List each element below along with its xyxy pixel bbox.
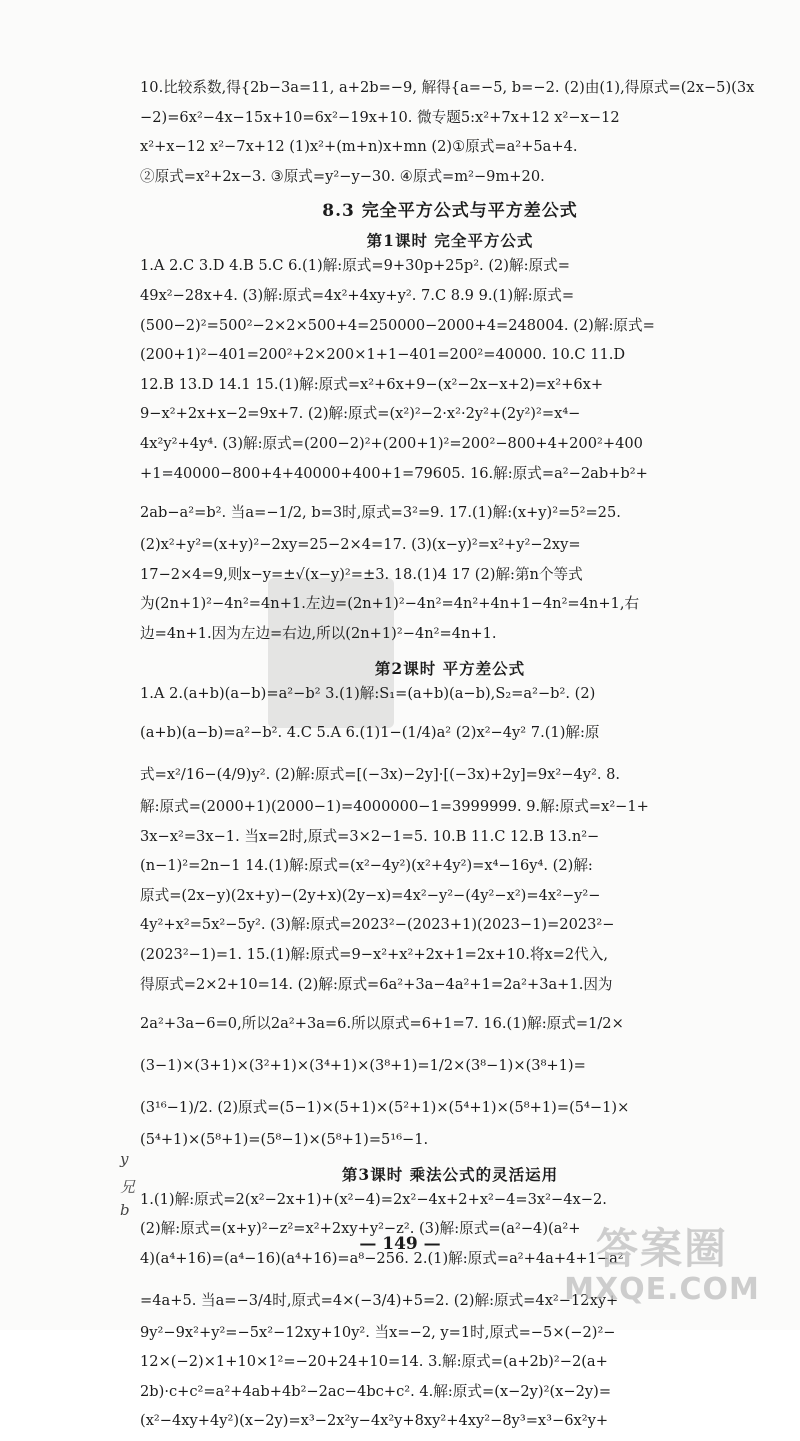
answer-line: 1.(1)解:原式=2(x²−2x+1)+(x²−4)=2x²−4x+2+x²−4=3x²−4x−2. <box>140 1190 607 1208</box>
answer-line: 12.B 13.D 14.1 15.(1)解:原式=x²+6x+9−(x²−2x−x+2)=x²+6x+ <box>140 375 604 393</box>
answer-line: 10.比较系数,得{2b−3a=11, a+2b=−9, 解得{a=−5, b=−2. (2)由(1),得原式=(2x−5)(3x <box>140 79 755 96</box>
answer-line: 17−2×4=9,则x−y=±√(x−y)²=±3. 18.(1)4 17 (2)解:第n个等式 <box>140 565 583 583</box>
margin-mark: 兄 <box>120 1178 136 1196</box>
answer-line: 4x²y²+4y⁴. (3)解:原式=(200−2)²+(200+1)²=200²−800+4+200²+400 <box>140 434 643 452</box>
watermark-url: MXQE.COM <box>564 1272 760 1307</box>
answer-line: x²+x−12 x²−7x+12 (1)x²+(m+n)x+mn (2)①原式=a²+5a+4. <box>140 138 578 156</box>
answer-line: (3¹⁶−1)/2. (2)原式=(5−1)×(5+1)×(5²+1)×(5⁴+1)×(5⁸+1)=(5⁴−1)× <box>140 1099 630 1117</box>
answer-line: 式=x²/16−(4/9)y². (2)解:原式=[(−3x)−2y]·[(−3x)+2y]=9x²−4y². 8. <box>140 766 621 784</box>
answer-line: (n−1)²=2n−1 14.(1)解:原式=(x²−4y²)(x²+4y²)=x⁴−16y⁴. (2)解: <box>140 857 593 875</box>
lesson-title: 第2课时 平方差公式 <box>374 658 526 678</box>
lesson-title: 第3课时 乘法公式的灵活运用 <box>341 1164 559 1184</box>
answer-line: 9−x²+2x+x−2=9x+7. (2)解:原式=(x²)²−2·x²·2y²+(2y²)²=x⁴− <box>140 405 581 423</box>
answer-line: (500−2)²=500²−2×2×500+4=250000−2000+4=248004. (2)解:原式= <box>140 316 655 334</box>
answer-line: 9y²−9x²+y²=−5x²−12xy+10y². 当x=−2, y=1时,原式=−5×(−2)²− <box>140 1323 616 1341</box>
answer-line: (5⁴+1)×(5⁸+1)=(5⁸−1)×(5⁸+1)=5¹⁶−1. <box>140 1131 429 1149</box>
answer-line: (200+1)²−401=200²+2×200×1+1−401=200²=40000. 10.C 11.D <box>140 346 626 364</box>
answer-line: 4y²+x²=5x²−5y². (3)解:原式=2023²−(2023+1)(2023−1)=2023²− <box>140 916 615 934</box>
section-title: 8.3 完全平方公式与平方差公式 <box>322 201 578 222</box>
answer-line: (2)解:原式=(x+y)²−z²=x²+2xy+y²−z². (3)解:原式=(a²−4)(a²+ <box>140 1220 581 1238</box>
answer-line: 12×(−2)×1+10×1²=−20+24+10=14. 3.解:原式=(a+2b)²−2(a+ <box>140 1353 608 1371</box>
answer-line: (x²−4xy+4y²)(x−2y)=x³−2x²y−4x²y+8xy²+4xy²−8y³=x³−6x²y+ <box>140 1412 609 1430</box>
watermark-logo <box>556 1208 768 1316</box>
answer-line: (3−1)×(3+1)×(3²+1)×(3⁴+1)×(3⁸+1)=1/2×(3⁸−1)×(3⁸+1)= <box>140 1057 586 1075</box>
answer-line: −2)=6x²−4x−15x+10=6x²−19x+10. 微专题5:x²+7x+12 x²−x−12 <box>140 108 620 126</box>
answer-line: 2a²+3a−6=0,所以2a²+3a=6.所以原式=6+1=7. 16.(1)解:原式=1/2× <box>140 1015 624 1033</box>
answer-line: 解:原式=(2000+1)(2000−1)=4000000−1=3999999. 9.解:原式=x²−1+ <box>140 798 649 816</box>
answer-line: 49x²−28x+4. (3)解:原式=4x²+4xy+y². 7.C 8.9 9.(1)解:原式= <box>140 286 575 304</box>
answer-line: 4)(a⁴+16)=(a⁴−16)(a⁴+16)=a⁸−256. 2.(1)解:原式=a²+4a+4+1−a² <box>140 1250 624 1268</box>
answer-line: 边=4n+1.因为左边=右边,所以(2n+1)²−4n²=4n+1. <box>140 624 497 642</box>
answer-line: 3x−x²=3x−1. 当x=2时,原式=3×2−1=5. 10.B 11.C 12.B 13.n²− <box>140 827 600 845</box>
page-number: — 149 — <box>359 1234 441 1254</box>
watermark-text: 答案圈 <box>595 1224 728 1273</box>
answer-line: (a+b)(a−b)=a²−b². 4.C 5.A 6.(1)1−(1/4)a² (2)x²−4y² 7.(1)解:原 <box>140 724 600 742</box>
answer-line: 原式=(2x−y)(2x+y)−(2y+x)(2y−x)=4x²−y²−(4y²−x²)=4x²−y²− <box>140 886 601 904</box>
answer-line: ②原式=x²+2x−3. ③原式=y²−y−30. ④原式=m²−9m+20. <box>140 167 545 185</box>
answer-line: 为(2n+1)²−4n²=4n+1.左边=(2n+1)²−4n²=4n²+4n+1−4n²=4n+1,右 <box>140 595 640 613</box>
margin-mark: b <box>120 1201 130 1219</box>
answer-line: +1=40000−800+4+40000+400+1=79605. 16.解:原式=a²−2ab+b²+ <box>140 464 648 482</box>
answer-line: (2)x²+y²=(x+y)²−2xy=25−2×4=17. (3)(x−y)²=x²+y²−2xy= <box>140 536 581 554</box>
answer-line: 2b)·c+c²=a²+4ab+4b²−2ac−4bc+c². 4.解:原式=(x−2y)²(x−2y)= <box>140 1382 612 1400</box>
lesson-title: 第1课时 完全平方公式 <box>366 231 534 251</box>
answer-line: 2ab−a²=b². 当a=−1/2, b=3时,原式=3²=9. 17.(1)解:(x+y)²=5²=25. <box>140 504 621 522</box>
answer-line: 得原式=2×2+10=14. (2)解:原式=6a²+3a−4a²+1=2a²+3a+1.因为 <box>140 975 613 993</box>
answer-line: =4a+5. 当a=−3/4时,原式=4×(−3/4)+5=2. (2)解:原式=4x²−12xy+ <box>140 1291 619 1309</box>
answer-line: (2023²−1)=1. 15.(1)解:原式=9−x²+x²+2x+1=2x+10.将x=2代入, <box>140 946 608 964</box>
margin-mark: y <box>120 1150 129 1168</box>
answer-line: 1.A 2.(a+b)(a−b)=a²−b² 3.(1)解:S₁=(a+b)(a−b),S₂=a²−b². (2) <box>140 684 596 702</box>
answer-line: 1.A 2.C 3.D 4.B 5.C 6.(1)解:原式=9+30p+25p². (2)解:原式= <box>140 257 570 275</box>
